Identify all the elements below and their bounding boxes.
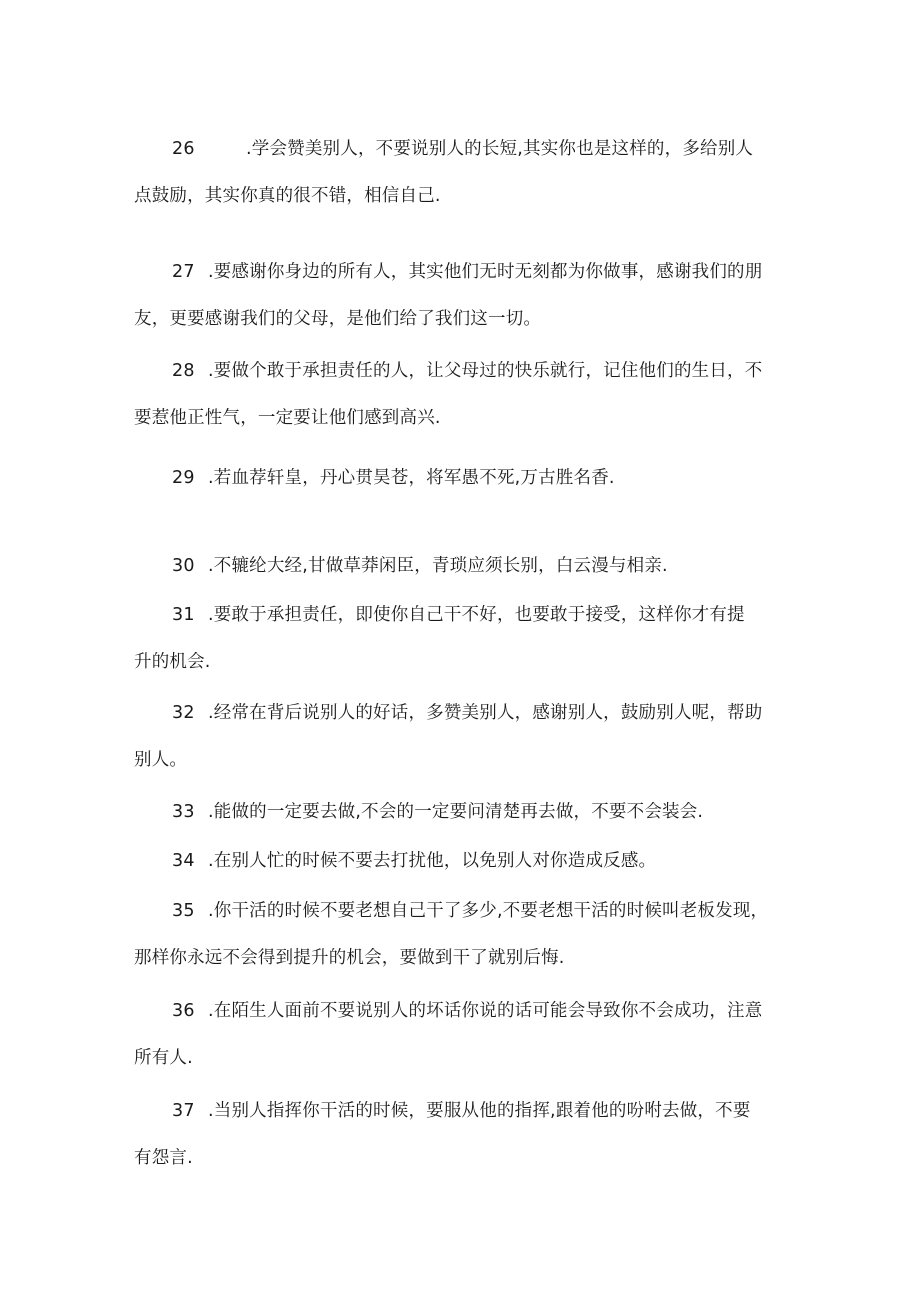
list-item-29 [134, 455, 784, 502]
list-item-35 [134, 888, 784, 982]
item-line-2: 所有人. [134, 1048, 193, 1068]
item-line-2: 升的机会. [134, 652, 211, 672]
list-item-36 [134, 988, 784, 1082]
item-line-1 [134, 888, 784, 935]
list-item-26 [134, 126, 784, 220]
list-item-32 [134, 690, 784, 784]
item-line-2: 友，更要感谢我们的父母，是他们给了我们这一切。 [134, 309, 542, 329]
item-number: 28 [172, 361, 195, 381]
item-number: 35 [172, 901, 195, 921]
item-line-1 [134, 543, 784, 590]
item-text: .要做个敢于承担责任的人，让父母过的快乐就行，记住他们的生日，不 [208, 361, 763, 381]
list-item-33 [134, 789, 784, 836]
item-line-1 [134, 348, 784, 395]
item-text: .要敢于承担责任，即使你自己干不好，也要敢于接受，这样你才有提 [208, 605, 745, 625]
item-line-2: 有怨言. [134, 1148, 193, 1168]
item-line-1 [134, 789, 784, 836]
item-line-1 [134, 592, 784, 639]
item-text: .能做的一定要去做,不会的一定要问清楚再去做，不要不会装会. [208, 802, 704, 822]
item-line-2: 要惹他正性气，一定要让他们感到高兴. [134, 408, 441, 428]
item-line-1 [134, 249, 784, 296]
item-text: .学会赞美别人，不要说别人的长短,其实你也是这样的，多给别人 [246, 139, 754, 159]
list-item-28 [134, 348, 784, 442]
item-number: 30 [172, 556, 195, 576]
item-text: .不辘纶大经,甘做草莽闲臣，青琐应须长别，白云漫与相亲. [208, 556, 668, 576]
item-line-1 [134, 126, 784, 173]
list-item-31 [134, 592, 784, 686]
list-item-37 [134, 1088, 784, 1182]
item-text: .在陌生人面前不要说别人的坏话你说的话可能会导致你不会成功，注意 [208, 1001, 763, 1021]
item-line-1 [134, 838, 784, 885]
item-line-2: 那样你永远不会得到提升的机会，要做到干了就别后悔. [134, 948, 565, 968]
item-number: 27 [172, 262, 195, 282]
item-line-1 [134, 455, 784, 502]
list-item-34 [134, 838, 784, 885]
item-text: .经常在背后说别人的好话，多赞美别人，感谢别人，鼓励别人呢，帮助 [208, 703, 763, 723]
list-item-30 [134, 543, 784, 590]
item-line-2: 别人。 [134, 750, 188, 770]
item-number: 37 [172, 1101, 195, 1121]
item-text: .若血荐轩皇，丹心贯昊苍，将军愚不死,万古胜名香. [208, 468, 615, 488]
item-text: .要感谢你身边的所有人，其实他们无时无刻都为你做事，感谢我们的朋 [208, 262, 763, 282]
item-line-2: 点鼓励，其实你真的很不错，相信自己. [134, 186, 441, 206]
item-number: 26 [172, 139, 195, 159]
item-text: .在别人忙的时候不要去打扰他，以免别人对你造成反感。 [208, 851, 657, 871]
item-line-1 [134, 690, 784, 737]
item-number: 34 [172, 851, 195, 871]
item-line-1 [134, 1088, 784, 1135]
item-text: .你干活的时候不要老想自己干了多少,不要老想干活的时候叫老板发现， [208, 901, 769, 921]
item-text: .当别人指挥你干活的时候，要服从他的指挥,跟着他的吩咐去做，不要 [208, 1101, 751, 1121]
item-number: 32 [172, 703, 195, 723]
item-number: 36 [172, 1001, 195, 1021]
item-number: 29 [172, 468, 195, 488]
item-number: 31 [172, 605, 195, 625]
item-line-1 [134, 988, 784, 1035]
list-item-27 [134, 249, 784, 343]
item-number: 33 [172, 802, 195, 822]
